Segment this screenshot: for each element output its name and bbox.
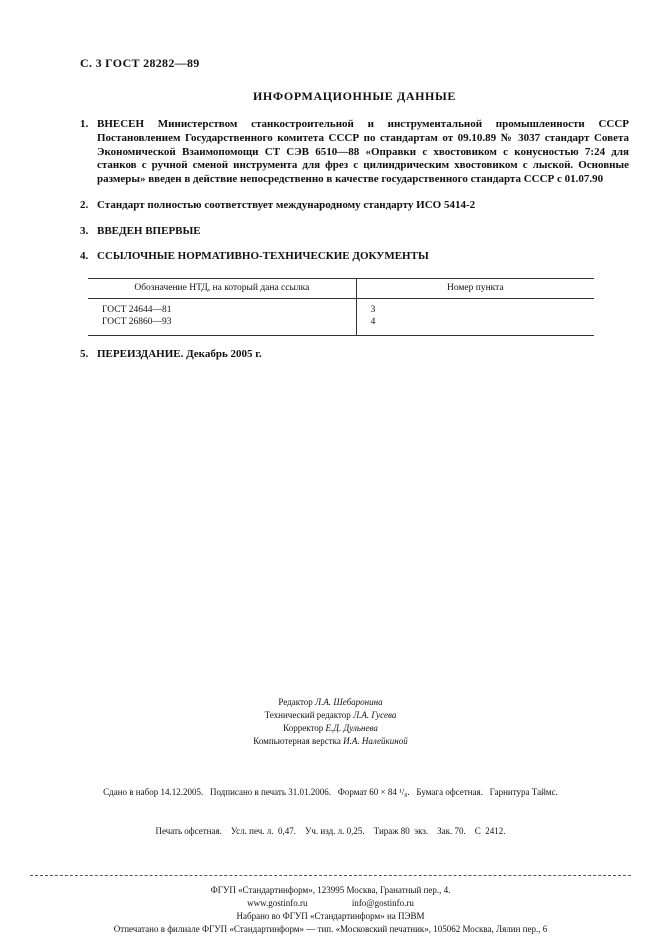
table-cell-clause: 3 — [370, 305, 376, 315]
credit-editor — [30, 696, 631, 709]
credit-layout — [30, 735, 631, 748]
publisher-contacts — [30, 897, 631, 910]
item-number: 4. — [80, 250, 89, 263]
table-cell-ref: ГОСТ 26860—93 — [88, 316, 356, 336]
publisher-printed-note: Отпечатано в филиале ФГУП «Стандартинформ» — тип. «Московский печатник», 105062 Москва, Лялин пер., 6 — [113, 923, 548, 934]
table-header-row — [88, 279, 594, 299]
list-item-2 — [80, 199, 629, 213]
credit-name: Е.Д. Дульнева — [325, 723, 378, 734]
imprint-line-1: Сдано в набор 14.12.2005. Подписано в печать 31.01.2006. Формат 60 × 84 ¹/₈. Бумага офсетная. Гарнитура Таймс. — [103, 787, 558, 798]
table-cell-ref: ГОСТ 24644—81 — [88, 299, 356, 317]
publisher-block — [30, 884, 631, 936]
item-text: ССЫЛОЧНЫЕ НОРМАТИВНО-ТЕХНИЧЕСКИЕ ДОКУМЕНТЫ — [97, 250, 429, 263]
credits-block — [30, 696, 631, 748]
dashed-divider — [30, 875, 631, 876]
item-number: 2. — [80, 198, 89, 211]
item-number: 1. — [80, 118, 89, 130]
table-row — [88, 316, 594, 336]
item-text: ВНЕСЕН Министерством станкостроительной и инструментальной промышленности СССР Постановлением Государственного комитета СССР по стандартам от 09.10.89 № 3037 стандарт Совета Экономической Взаимопомощи СТ СЭВ 6510—88 «Оправки с хвостовиком с конусностью 7:24 для станков с ручной сменой инструмента для фрез с цилиндрическим хвостовиком с лыской. Основные размеры» введен в действие непосредственно в качестве государственного стандарта СССР с 01.07.90 — [97, 118, 629, 185]
credit-label: Корректор — [283, 723, 324, 734]
publisher-email: info@gostinfo.ru — [351, 897, 414, 908]
page-footer — [30, 696, 631, 936]
table-row — [88, 299, 594, 317]
credit-label: Редактор — [278, 697, 313, 707]
publisher-address: ФГУП «Стандартинформ», 123995 Москва, Гранатный пер., 4. — [210, 884, 451, 895]
item-text: ПЕРЕИЗДАНИЕ. Декабрь 2005 г. — [97, 348, 262, 360]
credit-name: И.А. Налейкиной — [343, 736, 408, 747]
credit-label: Компьютерная верстка — [253, 736, 341, 747]
reference-table — [88, 278, 594, 336]
item-text: ВВЕДЕН ВПЕРВЫЕ — [97, 224, 201, 237]
item-number: 5. — [80, 348, 89, 360]
credit-technical-editor — [30, 709, 631, 722]
publisher-website: www.gostinfo.ru — [247, 897, 308, 908]
list-item-4 — [80, 250, 629, 264]
list-item-1 — [80, 118, 629, 187]
item-text: Стандарт полностью соответствует международному стандарту ИСО 5414-2 — [97, 198, 476, 211]
credit-proofreader — [30, 722, 631, 735]
list-item-3 — [80, 225, 629, 239]
list-item-5 — [80, 348, 629, 362]
imprint-line-2: Печать офсетная. Усл. печ. л. 0,47. Уч. изд. л. 0,25. Тираж 80 экз. Зак. 70. С 2412. — [155, 826, 506, 837]
table-header-ntd: Обозначение НТД, на который дана ссылка — [88, 279, 356, 299]
document-title: ИНФОРМАЦИОННЫЕ ДАННЫЕ — [253, 89, 456, 103]
document-content — [0, 0, 661, 362]
page-header: С. 3 ГОСТ 28282—89 — [80, 56, 200, 70]
credit-name: Л.А. Шебаронина — [315, 697, 383, 707]
imprint-block — [30, 760, 631, 864]
table-header-clause: Номер пункта — [356, 279, 594, 299]
credit-label: Технический редактор — [264, 710, 351, 721]
table-cell-clause: 4 — [356, 316, 594, 336]
publisher-typeset-note: Набрано во ФГУП «Стандартинформ» на ПЭВМ — [236, 910, 425, 921]
credit-name: Л.А. Гусева — [353, 710, 397, 721]
item-number: 3. — [80, 224, 89, 237]
